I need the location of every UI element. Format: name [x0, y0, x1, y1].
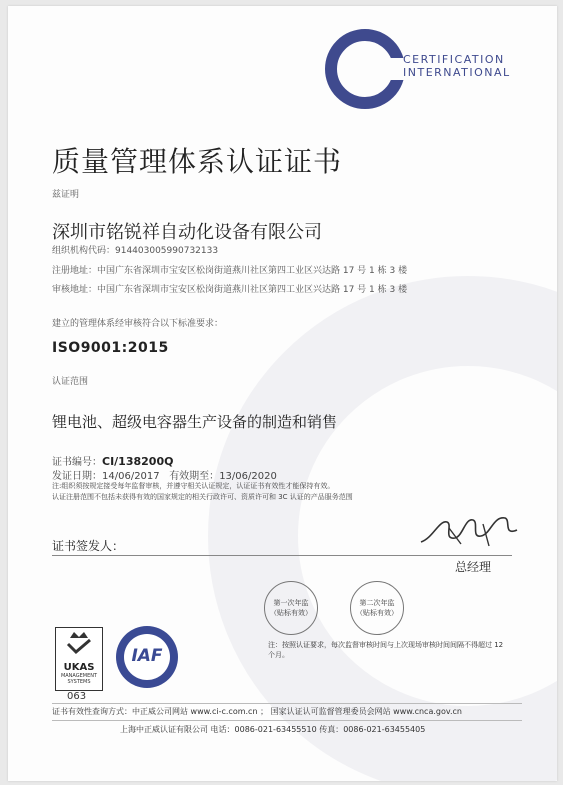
cert-note-2: 认证注册范围不包括未获得有效的国家规定的相关行政许可、资质许可和 3C 认证的产品服务范围: [52, 493, 353, 501]
cert-note-1: 注:组织须按规定接受每年监督审核，并遵守相关认证规定，认证证书有效性才能保持有效。: [52, 482, 335, 490]
issue-date: 14/06/2017: [102, 471, 160, 482]
cert-number-row: [52, 453, 173, 468]
valid-date: 13/06/2020: [219, 471, 277, 482]
iaf-logo: [116, 626, 178, 688]
scope-label: 认证范围: [52, 377, 89, 387]
logo-line1: CERTIFICATION: [403, 53, 505, 66]
cert-number: CI/138200Q: [102, 455, 174, 468]
standard: ISO9001:2015: [52, 340, 169, 356]
verify-text: 证书有效性查询方式：中正威公司网站 www.ci-c.com.cn ； 国家认证认可监督管理委员会网站 www.cnca.gov.cn: [52, 707, 463, 716]
iaf-text: IAF: [131, 646, 163, 666]
ukas-text: UKAS: [63, 662, 95, 673]
stamp-1-line1: 第一次年监: [273, 599, 309, 607]
statement: 建立的管理体系经审核符合以下标准要求：: [52, 319, 224, 329]
ukas-number: 063: [67, 691, 87, 702]
stamp-2-line1: 第二次年监: [359, 599, 395, 607]
page-title: 质量管理体系认证证书: [52, 145, 343, 178]
valid-label: 有效期至：: [169, 471, 220, 482]
logo-line2: INTERNATIONAL: [403, 66, 511, 79]
ukas-sub: MANAGEMENT SYSTEMS: [60, 673, 98, 685]
contact-text: 上海中正威认证有限公司 电话：0086-021-63455510 传真：0086-021-63455405: [120, 725, 426, 734]
ci-logo-icon: [324, 28, 406, 110]
handwritten-signature: [413, 508, 523, 553]
issue-label: 发证日期：: [52, 471, 102, 482]
cert-number-label: 证书编号：: [52, 457, 102, 468]
company-name: 深圳市铭锐祥自动化设备有限公司: [52, 222, 322, 243]
footer-divider: [52, 720, 522, 721]
ukas-logo: [55, 627, 103, 691]
cert-dates-row: [52, 467, 277, 482]
footer-divider-top: [52, 703, 522, 704]
annual-stamp-2: [350, 581, 404, 635]
stamp-2-line2: （贴标有效）: [356, 609, 398, 617]
signature-label: 证书签发人：: [52, 539, 125, 553]
crown-tick-icon: [56, 628, 102, 658]
annual-stamp-1: [264, 581, 318, 635]
org-code: 组织机构代码：914403005990732133: [52, 246, 219, 256]
reg-address: 注册地址：中国广东省深圳市宝安区松岗街道燕川社区第四工业区兴达路 17 号 1 栋 3 楼: [52, 266, 408, 276]
signer-title: 总经理: [455, 560, 492, 574]
stamp-note: 注：按照认证要求，每次监督审核时间与上次现场审核时间间隔不得超过 12 个月。: [268, 641, 504, 659]
scope-text: 锂电池、超级电容器生产设备的制造和销售: [52, 413, 338, 431]
audit-address: 审核地址：中国广东省深圳市宝安区松岗街道燕川社区第四工业区兴达路 17 号 1 栋 3 楼: [52, 285, 408, 295]
certificate-page: [8, 6, 557, 781]
stamp-1-line2: （贴标有效）: [270, 609, 312, 617]
certify-label: 兹证明: [52, 190, 80, 200]
signature-line: [52, 555, 512, 556]
